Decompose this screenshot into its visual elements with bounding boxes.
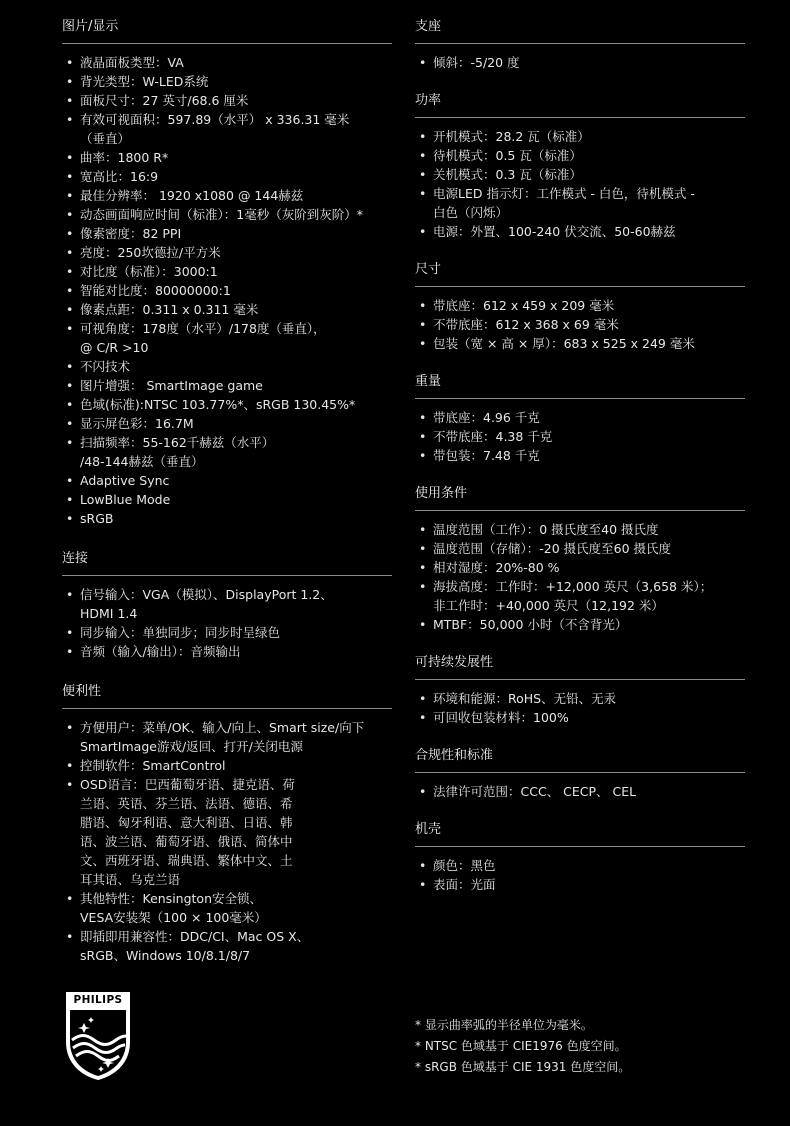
spec-item: • 其他特性：Kensington安全锁、 VESA安装架（100 × 100毫米） xyxy=(62,889,392,927)
left-column xyxy=(62,18,392,965)
spec-item: • 温度范围（工作）：0 摄氏度至40 摄氏度 xyxy=(415,520,745,539)
spec-section xyxy=(415,373,745,465)
spec-section xyxy=(415,485,745,634)
spec-item: • 法律许可范围：CCC、 CECP、 CEL xyxy=(415,782,745,801)
spec-item: • 关机模式：0.3 瓦（标准） xyxy=(415,165,745,184)
spec-item: • 表面：光面 xyxy=(415,875,745,894)
spec-list xyxy=(62,585,392,661)
spec-item: • 控制软件：SmartControl xyxy=(62,756,392,775)
section-title: 合规性和标准 xyxy=(415,747,745,773)
spec-item: • 不闪技术 xyxy=(62,357,392,376)
spec-item: • 倾斜：-5/20 度 xyxy=(415,53,745,72)
right-column xyxy=(415,18,745,894)
spec-item: • 电源LED 指示灯：工作模式 - 白色，待机模式 - 白色（闪烁） xyxy=(415,184,745,222)
section-title: 重量 xyxy=(415,373,745,399)
spec-section xyxy=(415,654,745,727)
spec-item: • 像素密度：82 PPI xyxy=(62,224,392,243)
spec-section xyxy=(62,550,392,661)
spec-item: • OSD语言：巴西葡萄牙语、捷克语、荷 兰语、英语、芬兰语、法语、德语、希 腊语、匈牙利语、意大利语、日语、韩 语、波兰语、葡萄牙语、俄语、简体中 文、西班牙语、瑞典语、繁体中文、土 耳其语、乌克兰语 xyxy=(62,775,392,889)
spec-item: • LowBlue Mode xyxy=(62,490,392,509)
spec-item: • 扫描频率：55-162千赫兹（水平） /48-144赫兹（垂直） xyxy=(62,433,392,471)
spec-item: • 温度范围（存储）：-20 摄氏度至60 摄氏度 xyxy=(415,539,745,558)
spec-item: • MTBF：50,000 小时（不含背光） xyxy=(415,615,745,634)
spec-item: • 有效可视面积：597.89（水平） x 336.31 毫米 （垂直） xyxy=(62,110,392,148)
section-title: 尺寸 xyxy=(415,261,745,287)
spec-item: • 环境和能源：RoHS、无铅、无汞 xyxy=(415,689,745,708)
spec-list xyxy=(415,408,745,465)
spec-list xyxy=(415,127,745,241)
spec-item: • 液晶面板类型：VA xyxy=(62,53,392,72)
spec-list xyxy=(415,782,745,801)
spec-item: • 不带底座：4.38 千克 xyxy=(415,427,745,446)
footnote: * NTSC 色域基于 CIE1976 色度空间。 xyxy=(415,1039,627,1053)
spec-item: • 宽高比：16:9 xyxy=(62,167,392,186)
section-title: 连接 xyxy=(62,550,392,576)
spec-item: • 音频（输入/输出）：音频输出 xyxy=(62,642,392,661)
philips-logo-text: PHILIPS xyxy=(73,994,123,1006)
spec-section xyxy=(415,747,745,801)
spec-list xyxy=(415,53,745,72)
spec-item: • 带底座：4.96 千克 xyxy=(415,408,745,427)
spec-item: • 开机模式：28.2 瓦（标准） xyxy=(415,127,745,146)
spec-section xyxy=(415,92,745,241)
footnote: * sRGB 色域基于 CIE 1931 色度空间。 xyxy=(415,1060,631,1074)
spec-item: • 像素点距：0.311 x 0.311 毫米 xyxy=(62,300,392,319)
section-title: 便利性 xyxy=(62,683,392,709)
section-title: 图片/显示 xyxy=(62,18,392,44)
spec-section xyxy=(62,18,392,528)
footnote: * 显示曲率弧的半径单位为毫米。 xyxy=(415,1018,593,1032)
spec-section xyxy=(415,18,745,72)
philips-shield-icon xyxy=(64,990,132,1082)
spec-item: • 面板尺寸：27 英寸/68.6 厘米 xyxy=(62,91,392,110)
spec-item: • 同步输入：单独同步；同步时呈绿色 xyxy=(62,623,392,642)
spec-item: • 显示屏色彩：16.7M xyxy=(62,414,392,433)
spec-item: • sRGB xyxy=(62,509,392,528)
spec-item: • 不带底座：612 x 368 x 69 毫米 xyxy=(415,315,745,334)
footnotes xyxy=(415,1015,745,1078)
spec-item: • 信号输入：VGA（模拟）、DisplayPort 1.2、 HDMI 1.4 xyxy=(62,585,392,623)
section-title: 使用条件 xyxy=(415,485,745,511)
section-title: 可持续发展性 xyxy=(415,654,745,680)
spec-list xyxy=(415,689,745,727)
spec-item: • 带包装：7.48 千克 xyxy=(415,446,745,465)
spec-item: • 相对湿度：20%-80 % xyxy=(415,558,745,577)
spec-section xyxy=(62,683,392,965)
spec-item: • 可视角度：178度（水平）/178度（垂直）， @ C/R >10 xyxy=(62,319,392,357)
spec-item: • 智能对比度：80000000:1 xyxy=(62,281,392,300)
spec-item: • 色域(标准):NTSC 103.77%*、sRGB 130.45%* xyxy=(62,395,392,414)
spec-item: • 图片增强： SmartImage game xyxy=(62,376,392,395)
spec-section xyxy=(415,821,745,894)
spec-item: • 颜色：黑色 xyxy=(415,856,745,875)
spec-list xyxy=(62,718,392,965)
spec-list xyxy=(415,296,745,353)
spec-item: • 亮度：250坎德拉/平方米 xyxy=(62,243,392,262)
spec-item: • 动态画面响应时间（标准）：1毫秒（灰阶到灰阶）* xyxy=(62,205,392,224)
spec-list xyxy=(415,520,745,634)
spec-item: • 可回收包装材料：100% xyxy=(415,708,745,727)
spec-item: • 最佳分辨率： 1920 x1080 @ 144赫兹 xyxy=(62,186,392,205)
spec-item: • 海拔高度：工作时：+12,000 英尺（3,658 米）； 非工作时：+40,000 英尺（12,192 米） xyxy=(415,577,745,615)
spec-item: • 曲率：1800 R* xyxy=(62,148,392,167)
spec-item: • 电源：外置、100-240 伏交流、50-60赫兹 xyxy=(415,222,745,241)
section-title: 功率 xyxy=(415,92,745,118)
spec-item: • 背光类型：W-LED系统 xyxy=(62,72,392,91)
spec-list xyxy=(415,856,745,894)
spec-list xyxy=(62,53,392,528)
section-title: 支座 xyxy=(415,18,745,44)
section-title: 机壳 xyxy=(415,821,745,847)
spec-item: • 待机模式：0.5 瓦（标准） xyxy=(415,146,745,165)
spec-item: • Adaptive Sync xyxy=(62,471,392,490)
spec-item: • 带底座：612 x 459 x 209 毫米 xyxy=(415,296,745,315)
spec-item: • 即插即用兼容性：DDC/CI、Mac OS X、 sRGB、Windows 10/8.1/8/7 xyxy=(62,927,392,965)
spec-section xyxy=(415,261,745,353)
spec-item: • 方便用户：菜单/OK、输入/向上、Smart size/向下 SmartImage游戏/返回、打开/关闭电源 xyxy=(62,718,392,756)
spec-item: • 包装（宽 × 高 × 厚）：683 x 525 x 249 毫米 xyxy=(415,334,745,353)
spec-item: • 对比度（标准）：3000:1 xyxy=(62,262,392,281)
